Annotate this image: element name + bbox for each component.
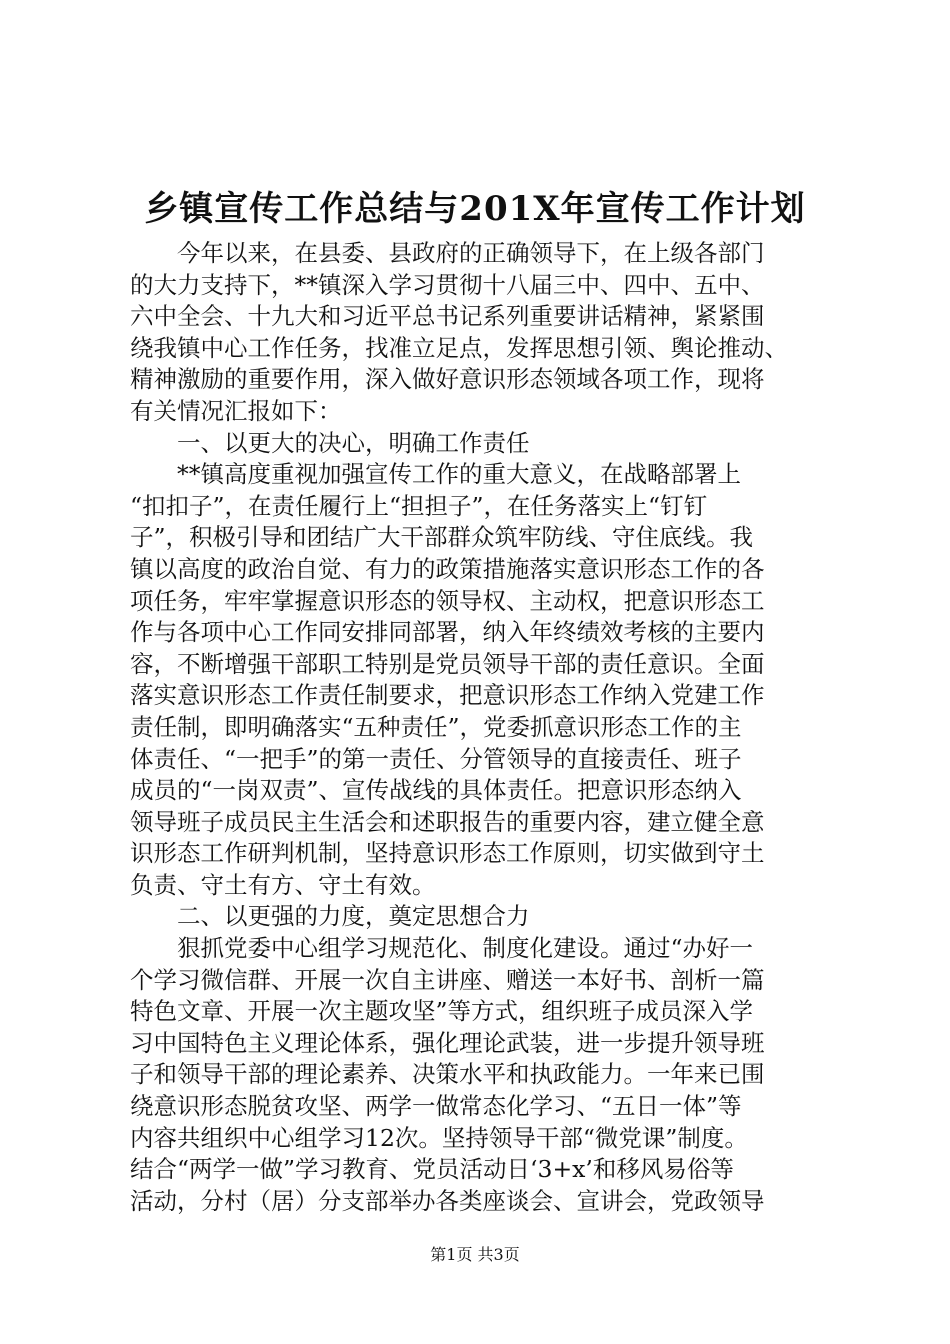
- body-line: 的大力支持下，**镇深入学习贯彻十八届三中、四中、五中、: [130, 270, 765, 299]
- body-line: 容，不断增强干部职工特别是党员领导干部的责任意识。全面: [130, 649, 765, 678]
- body-line: 结合“两学一做”学习教育、党员活动日‘3+x’和移风易俗等: [130, 1155, 734, 1184]
- body-line: 子和领导干部的理论素养、决策水平和执政能力。一年来已围: [130, 1060, 765, 1089]
- page-footer: 第1页 共3页: [430, 1245, 520, 1264]
- body-line: 项任务，牢牢掌握意识形态的领导权、主动权，把意识形态工: [130, 586, 765, 615]
- section-heading: 一、以更大的决心，明确工作责任: [177, 428, 530, 457]
- body-line: 内容共组织中心组学习12次。坚持领导干部“微党课”制度。: [130, 1123, 748, 1152]
- body-line: 负责、守土有方、守土有效。: [130, 870, 436, 899]
- body-line: 习中国特色主义理论体系，强化理论武装，进一步提升领导班: [130, 1028, 765, 1057]
- body-line: 有关情况汇报如下：: [130, 396, 342, 425]
- body-line: **镇高度重视加强宣传工作的重大意义，在战略部署上: [177, 460, 741, 489]
- body-line: 镇以高度的政治自觉、有力的政策措施落实意识形态工作的各: [130, 554, 765, 583]
- body-line: 特色文章、开展一次主题攻坚”等方式，组织班子成员深入学: [130, 997, 754, 1026]
- document-body: [130, 238, 830, 1217]
- body-line: 六中全会、十九大和习近平总书记系列重要讲话精神，紧紧围: [130, 302, 765, 331]
- body-line: 落实意识形态工作责任制要求，把意识形态工作纳入党建工作: [130, 681, 765, 710]
- body-line: 今年以来，在县委、县政府的正确领导下，在上级各部门: [177, 239, 765, 267]
- body-line: 成员的“一岗双责”、宣传战线的具体责任。把意识形态纳入: [130, 776, 742, 805]
- body-line: 个学习微信群、开展一次自主讲座、赠送一本好书、剖析一篇: [130, 965, 765, 994]
- body-line: 绕意识形态脱贫攻坚、两学一做常态化学习、“五日一体”等: [130, 1092, 742, 1121]
- body-line: 绕我镇中心工作任务，找准立足点，发挥思想引领、舆论推动、: [130, 333, 788, 362]
- body-line: 活动，分村（居）分支部举办各类座谈会、宣讲会，党政领导: [130, 1186, 765, 1215]
- body-line: 领导班子成员民主生活会和述职报告的重要内容，建立健全意: [130, 807, 765, 836]
- body-line: 识形态工作研判机制，坚持意识形态工作原则，切实做到守土: [130, 839, 765, 868]
- body-line: 精神激励的重要作用，深入做好意识形态领域各项工作，现将: [130, 365, 765, 394]
- body-line: 责任制，即明确落实“五种责任”，党委抓意识形态工作的主: [130, 712, 742, 741]
- body-line: 体责任、“一把手”的第一责任、分管领导的直接责任、班子: [130, 744, 742, 773]
- body-line: 作与各项中心工作同安排同部署，纳入年终绩效考核的主要内: [130, 618, 765, 647]
- document-title: 乡镇宣传工作总结与201X年宣传工作计划: [144, 189, 806, 229]
- body-line: “扣扣子”，在责任履行上“担担子”，在任务落实上“钉钉: [130, 491, 708, 520]
- body-line: 子”，积极引导和团结广大干部群众筑牢防线、守住底线。我: [130, 523, 754, 552]
- section-heading: 二、以更强的力度，奠定思想合力: [177, 902, 530, 931]
- body-line: 狠抓党委中心组学习规范化、制度化建设。通过“办好一: [177, 934, 754, 963]
